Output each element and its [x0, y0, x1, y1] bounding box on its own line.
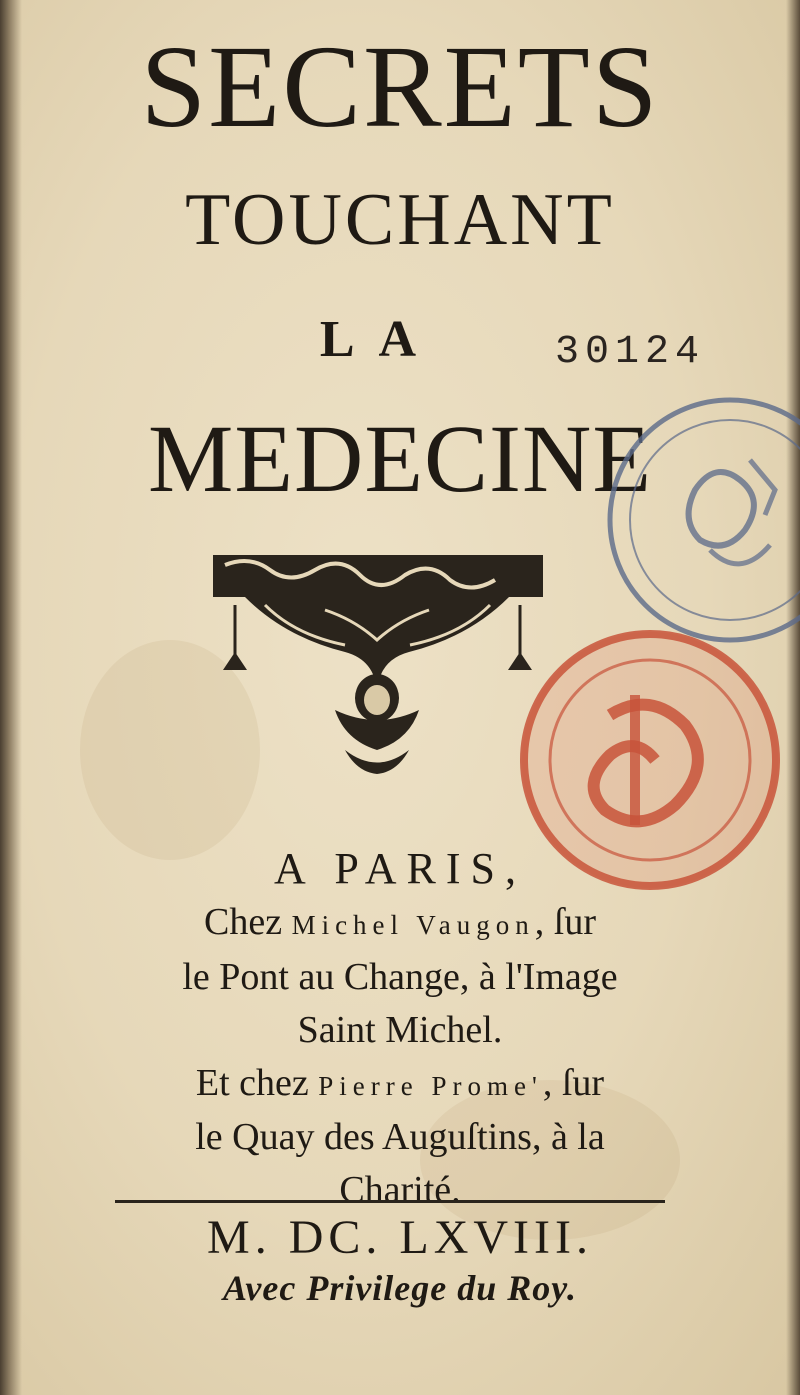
- divider-rule: [115, 1200, 665, 1203]
- printer-name-vaugon: Michel Vaugon: [291, 910, 535, 940]
- publication-date: M. DC. LXVIII.: [207, 1211, 593, 1264]
- privilege-line: Avec Privilege du Roy.: [223, 1268, 577, 1308]
- imprint-line-4-pre: Et chez: [195, 1062, 319, 1104]
- imprint-line-4-post: , ſur: [542, 1062, 605, 1104]
- imprint-line-4: [0, 1056, 800, 1113]
- printers-ornament: [205, 550, 550, 775]
- imprint-line-1: [0, 895, 800, 952]
- imprint-line-1-pre: Chez: [203, 901, 292, 943]
- printer-name-prome: Pierre Prome': [318, 1071, 543, 1101]
- shelfmark: 30124: [555, 330, 706, 375]
- library-stamp-blue: [600, 350, 800, 650]
- imprint-line-6: Charité.: [339, 1169, 461, 1211]
- title-line-3: LA: [319, 311, 441, 368]
- title-line-2: TOUCHANT: [185, 179, 615, 261]
- title-line-4: MEDECINE: [148, 405, 652, 512]
- imprint-line-1-post: , ſur: [534, 901, 597, 943]
- imprint-line-3: Saint Michel.: [297, 1009, 503, 1051]
- imprint-line-2: le Pont au Change, à l'Image: [182, 956, 618, 998]
- imprint-place: A PARIS,: [273, 844, 527, 893]
- imprint-line-5: le Quay des Auguſtins, à la: [195, 1116, 605, 1158]
- title-line-1: SECRETS: [140, 21, 660, 152]
